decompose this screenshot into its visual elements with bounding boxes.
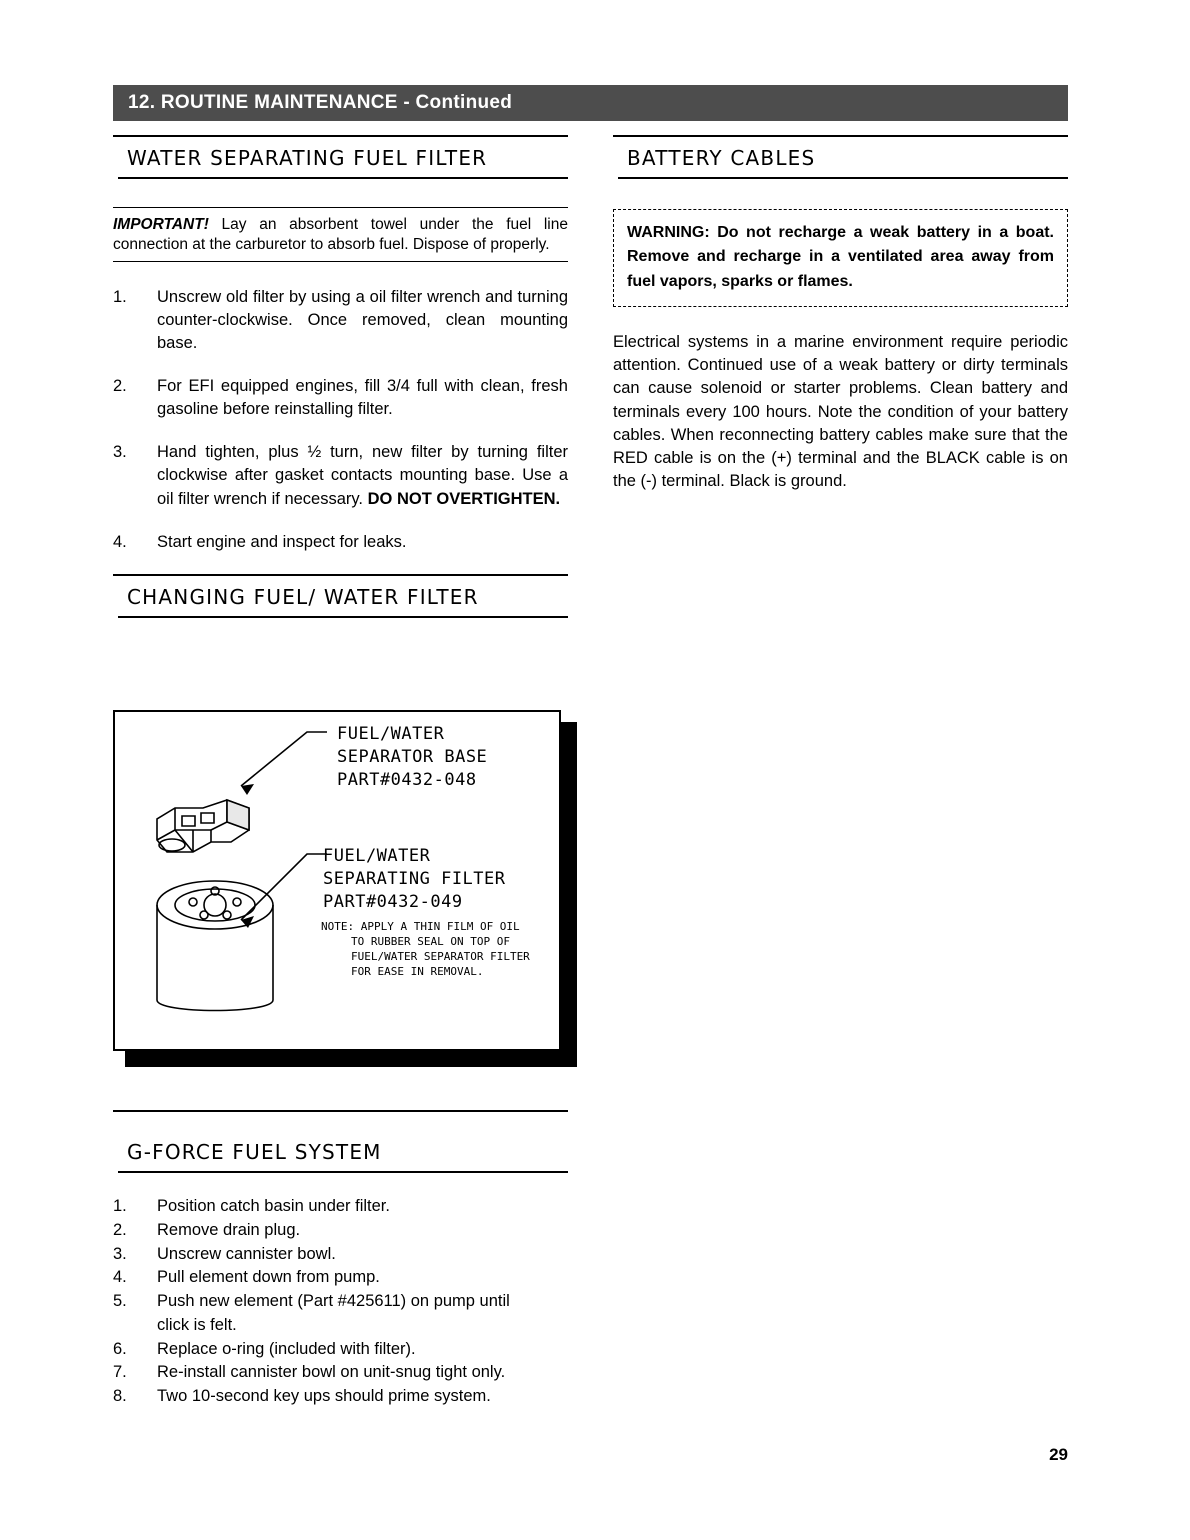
right-column <box>613 135 1068 494</box>
step-text: For EFI equipped engines, fill 3/4 full with clean, fresh gasoline before reinstalling filter. <box>157 377 568 419</box>
step-text: Position catch basin under filter. <box>157 1197 390 1215</box>
figure-note-line-1: NOTE: APPLY A THIN FILM OF OIL <box>321 920 520 933</box>
list-item <box>113 1195 568 1219</box>
step-number: 4. <box>113 532 127 551</box>
step-number: 6. <box>113 1339 127 1358</box>
step-text <box>157 441 568 510</box>
page-number: 29 <box>1049 1445 1068 1464</box>
figure-callout-2-line-2: SEPARATING FILTER <box>323 869 506 889</box>
step-number: 5. <box>113 1292 127 1310</box>
step-text-emphasis: DO NOT OVERTIGHTEN. <box>367 489 561 508</box>
section-banner <box>113 85 1068 121</box>
important-body: Lay an absorbent towel under the fuel line connection at the carburetor to absorb fuel. Dispose of properly. <box>113 216 568 254</box>
figure-callout-2-line-1: FUEL/WATER <box>323 846 431 866</box>
step-text: Re-install cannister bowl on unit-snug tight only. <box>157 1363 506 1382</box>
step-text: Two 10-second key ups should prime system. <box>157 1387 491 1405</box>
divider-under-heading-left <box>118 177 568 179</box>
figure-callout-1-line-2: SEPARATOR BASE <box>337 747 488 767</box>
heading-changing-fuel-water-filter: CHANGING FUEL/ WATER FILTER <box>127 584 479 609</box>
divider-under-heading-gforce <box>118 1171 568 1173</box>
heading-battery-cables: BATTERY CABLES <box>627 146 816 170</box>
heading-g-force-fuel-system: G-FORCE FUEL SYSTEM <box>127 1140 382 1164</box>
filter-steps-list <box>113 286 568 554</box>
step-text: Pull element down from pump. <box>157 1268 380 1287</box>
step-number: 1. <box>113 287 127 306</box>
list-item <box>113 1385 568 1409</box>
list-item <box>113 375 568 421</box>
list-item <box>113 1219 568 1243</box>
gforce-section <box>113 1110 568 1409</box>
warning-text: WARNING: Do not recharge a weak battery in a boat. Remove and recharge in a ventilated area away from fuel vapors, sparks or flames. <box>627 224 1054 290</box>
step-number: 4. <box>113 1268 127 1287</box>
important-notice <box>113 207 568 262</box>
step-number: 3. <box>113 443 127 462</box>
figure-note-line-3: FUEL/WATER SEPARATOR FILTER <box>351 950 530 963</box>
gforce-steps-list <box>113 1195 568 1409</box>
list-item <box>113 1290 568 1314</box>
divider-under-heading-right <box>618 177 1068 179</box>
step-number: 3. <box>113 1244 127 1263</box>
figure-note-line-2: TO RUBBER SEAL ON TOP OF <box>351 935 510 948</box>
important-label: IMPORTANT! <box>113 216 209 233</box>
figure-drawing <box>115 712 559 1049</box>
list-item <box>113 1243 568 1267</box>
figure-note-line-4: FOR EASE IN REMOVAL. <box>351 965 484 978</box>
list-item <box>113 1338 568 1362</box>
step-text-main: Hand tighten, plus ½ turn, new filter by turning filter clockwise after gasket contacts mounting base. Use a oil filter wrench if necessary. <box>157 443 568 508</box>
step-text-continuation: click is felt. <box>157 1315 237 1334</box>
warning-box <box>613 209 1068 307</box>
step-number: 7. <box>113 1363 127 1382</box>
step-text: Unscrew old filter by using a oil filter wrench and turning counter-clockwise. Once removed, clean mounting base. <box>157 287 568 353</box>
figure-fuel-water-separator <box>113 710 578 1070</box>
important-notice-text <box>113 215 568 256</box>
step-text: Start engine and inspect for leaks. <box>157 532 407 551</box>
heading-water-separating-fuel-filter: WATER SEPARATING FUEL FILTER <box>127 146 488 170</box>
left-column <box>113 135 568 618</box>
step-text: Unscrew cannister bowl. <box>157 1244 336 1263</box>
figure-callout-1-line-1: FUEL/WATER <box>337 724 445 744</box>
banner-title: 12. ROUTINE MAINTENANCE - Continued <box>128 92 513 113</box>
figure-frame <box>113 710 561 1051</box>
battery-cables-paragraph: Electrical systems in a marine environment require periodic attention. Continued use of a weak battery or dirty terminals can cause solenoid or starter problems. Clean battery and terminals every 100 hours. Note the condition of your battery cables. When reconnecting battery cables make sure that the RED cable is on the (+) terminal and the BLACK cable is on the (-) terminal. Black is ground. <box>613 332 1068 491</box>
step-text: Push new element (Part #425611) on pump until <box>157 1292 510 1310</box>
list-item <box>113 1266 568 1290</box>
figure-callout-2-line-3: PART#0432-049 <box>323 892 463 912</box>
step-text: Replace o-ring (included with filter). <box>157 1339 416 1358</box>
list-item <box>113 1361 568 1385</box>
list-item <box>113 286 568 355</box>
divider-under-heading-left-2 <box>118 616 568 618</box>
figure-callout-1-line-3: PART#0432-048 <box>337 770 477 790</box>
step-number: 8. <box>113 1387 127 1405</box>
list-item <box>113 441 568 510</box>
step-number: 1. <box>113 1197 127 1215</box>
step-text: Remove drain plug. <box>157 1220 301 1239</box>
list-item <box>113 531 568 554</box>
step-number: 2. <box>113 377 127 396</box>
step-number: 2. <box>113 1220 127 1239</box>
